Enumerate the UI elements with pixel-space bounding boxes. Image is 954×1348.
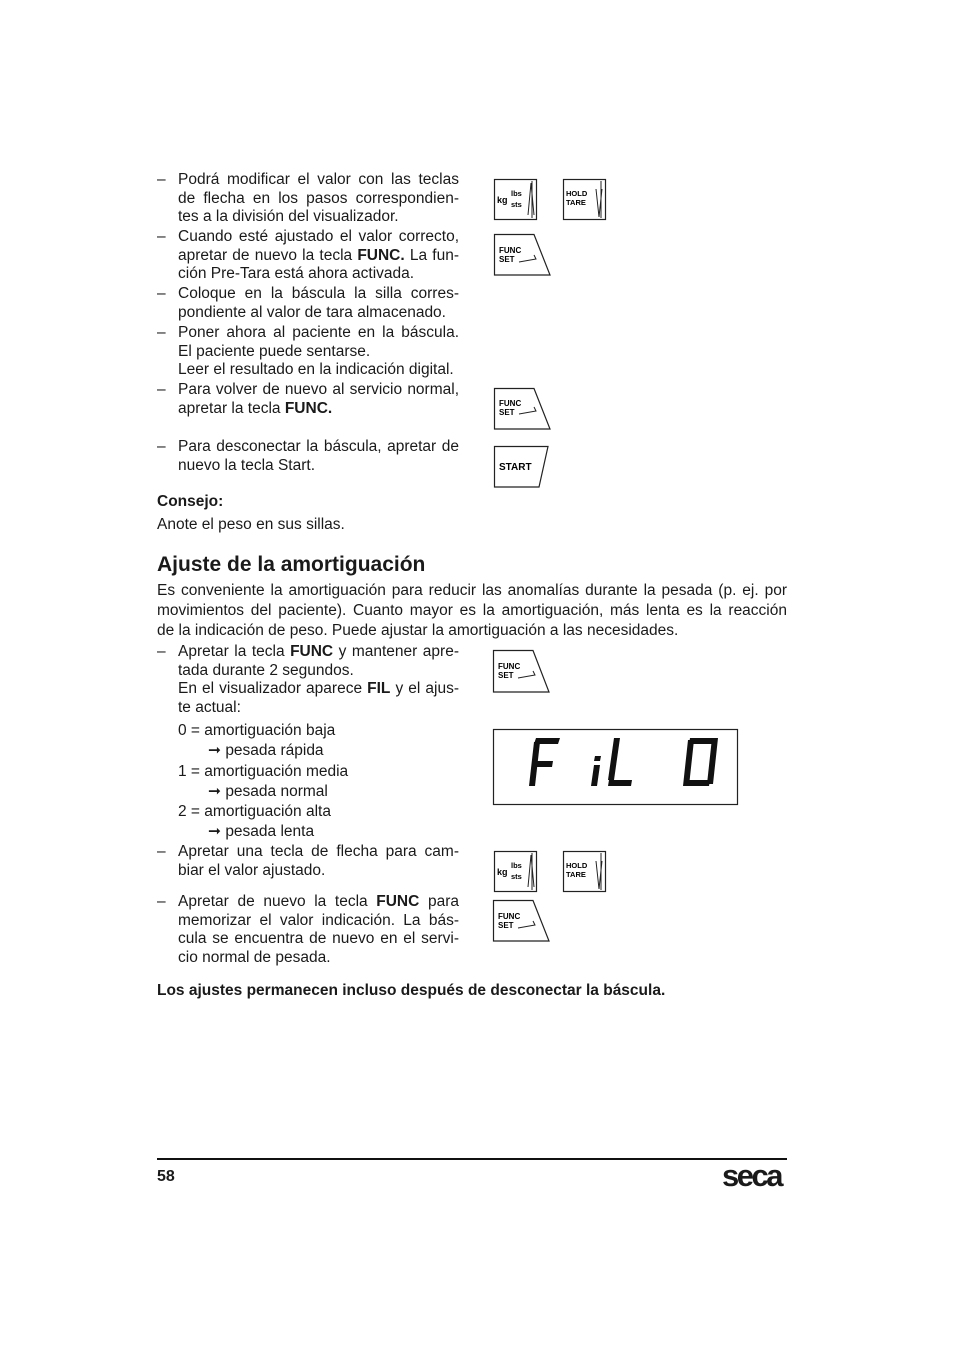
tare-label: TARE bbox=[566, 198, 586, 207]
final-note: Los ajustes permanecen incluso después de desconectar la báscula. bbox=[157, 982, 666, 999]
level-item: 1 = amortiguación media bbox=[178, 762, 349, 780]
lbs-label: lbs bbox=[511, 861, 522, 870]
page-number: 58 bbox=[157, 1168, 175, 1185]
func-label: FUNC bbox=[499, 246, 522, 255]
start-label: START bbox=[499, 462, 532, 473]
kg-lbs-key-icon bbox=[494, 851, 540, 893]
level-item: 0 = amortiguación baja bbox=[178, 722, 336, 739]
func-set-key-icon bbox=[493, 650, 553, 694]
set-label: SET bbox=[499, 255, 515, 264]
tip-text: Anote el peso en sus sillas. bbox=[157, 516, 345, 533]
set-label: SET bbox=[498, 921, 514, 930]
footer-rule bbox=[157, 1158, 787, 1160]
tare-label: TARE bbox=[566, 870, 586, 879]
kg-label: kg bbox=[497, 867, 508, 877]
level-item: 2 = amortiguación alta bbox=[178, 803, 331, 821]
func-set-key-icon bbox=[494, 388, 554, 432]
sts-label: sts bbox=[511, 872, 522, 881]
func-label: FUNC bbox=[498, 662, 521, 671]
hold-label: HOLD bbox=[566, 189, 588, 198]
intro-paragraph: Es conveniente la amortiguación para reducir las anomalías durante la pesada (p. ej. por movimientos del paciente). Cuanto mayor es la amortiguación, más lenta es la reacción de la indicación de peso. Puede ajustar la amortiguación a las necesidades. bbox=[157, 582, 787, 639]
hold-tare-key-icon bbox=[563, 179, 609, 221]
hold-label: HOLD bbox=[566, 861, 588, 870]
hold-tare-key-icon bbox=[563, 851, 609, 893]
func-set-key-icon bbox=[494, 234, 554, 278]
kg-label: kg bbox=[497, 195, 508, 205]
section-title: Ajuste de la amortiguación bbox=[157, 553, 426, 576]
level-result: ➞ pesada rápida bbox=[208, 742, 324, 760]
kg-lbs-key-icon bbox=[494, 179, 540, 221]
level-list bbox=[178, 721, 458, 843]
func-set-key-icon bbox=[493, 900, 553, 944]
func-label: FUNC bbox=[499, 399, 522, 408]
set-label: SET bbox=[499, 408, 515, 417]
brand-logo: seca bbox=[722, 1158, 781, 1193]
start-key-icon bbox=[494, 446, 554, 490]
digital-display bbox=[493, 729, 739, 806]
level-result: ➞ pesada normal bbox=[208, 782, 328, 800]
func-label: FUNC bbox=[498, 912, 521, 921]
level-result: ➞ pesada lenta bbox=[208, 823, 315, 841]
sts-label: sts bbox=[511, 200, 522, 209]
set-label: SET bbox=[498, 671, 514, 680]
lbs-label: lbs bbox=[511, 189, 522, 198]
tip-heading: Consejo: bbox=[157, 493, 224, 510]
